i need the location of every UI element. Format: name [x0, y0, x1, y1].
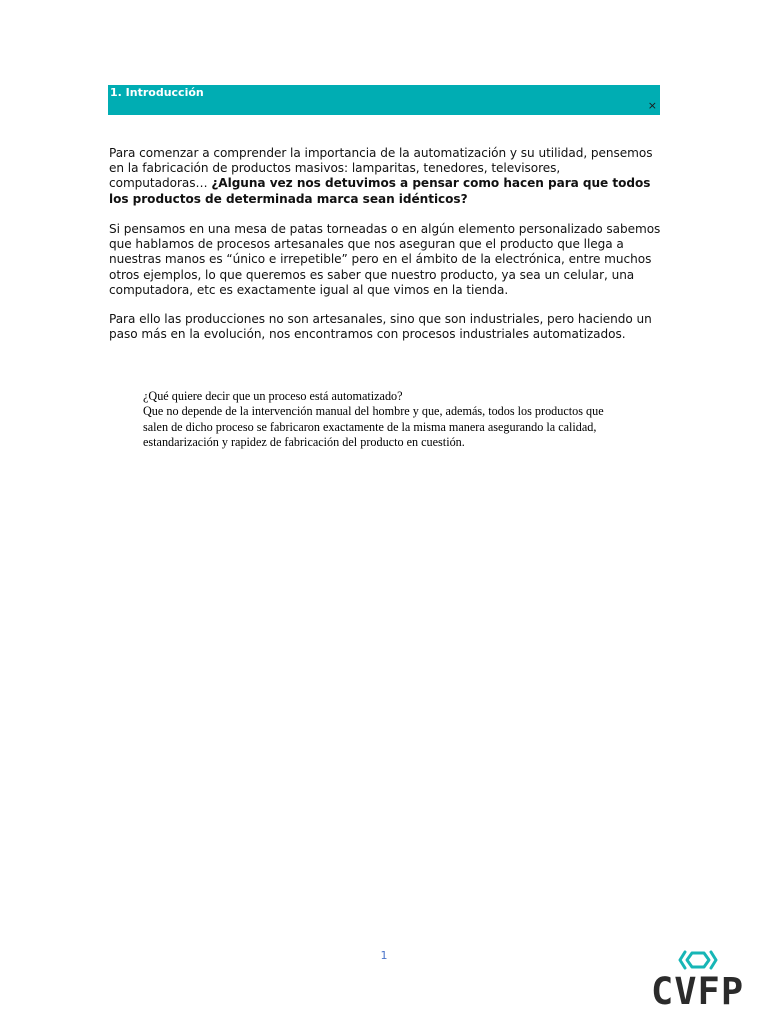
section-header-bar	[108, 85, 660, 115]
section-title: 1. Introducción	[110, 86, 204, 99]
close-icon[interactable]: ×	[647, 99, 657, 112]
intro-question: ¿Alguna vez nos detuvimos a pensar como hacen para que todos los productos de determinada marca sean idénticos?	[109, 176, 651, 206]
industrial-paragraph: Para ello las producciones no son artesanales, sino que son industriales, pero haciendo un paso más en la evolución, nos encontramos con procesos industriales automatizados.	[109, 312, 652, 342]
logo-wordmark: CVFP	[651, 970, 745, 1013]
artisanal-paragraph: Si pensamos en una mesa de patas torneadas o en algún elemento personalizado sabemos que hablamos de procesos artesanales que nos aseguran que el producto que llega a nuestras manos es “único e irrepetible” pero en el ámbito de la electrónica, entre muchos otros ejemplos, lo que queremos es saber que nuestro producto, ya sea un celular, una computadora, etc es exactamente igual al que vimos en la tienda.	[109, 222, 661, 297]
intro-paragraph-text: Para comenzar a comprender la importancia de la automatización y su utilidad, pensemos en la fabricación de productos masivos: lamparitas, tenedores, televisores, computadoras…	[109, 146, 653, 191]
definition-quote	[143, 389, 613, 450]
cvfp-logo	[651, 948, 751, 1014]
page-number: 1	[380, 949, 388, 962]
hexagon-chevrons-icon	[678, 950, 718, 970]
quote-question: ¿Qué quiere decir que un proceso está automatizado?	[143, 389, 403, 403]
quote-answer: Que no depende de la intervención manual del hombre y que, además, todos los productos que salen de dicho proceso se fabricaron exactamente de la misma manera asegurando la calidad, estandarización y rapidez de fabricación del producto en cuestión.	[143, 404, 604, 449]
intro-paragraph	[109, 146, 661, 207]
